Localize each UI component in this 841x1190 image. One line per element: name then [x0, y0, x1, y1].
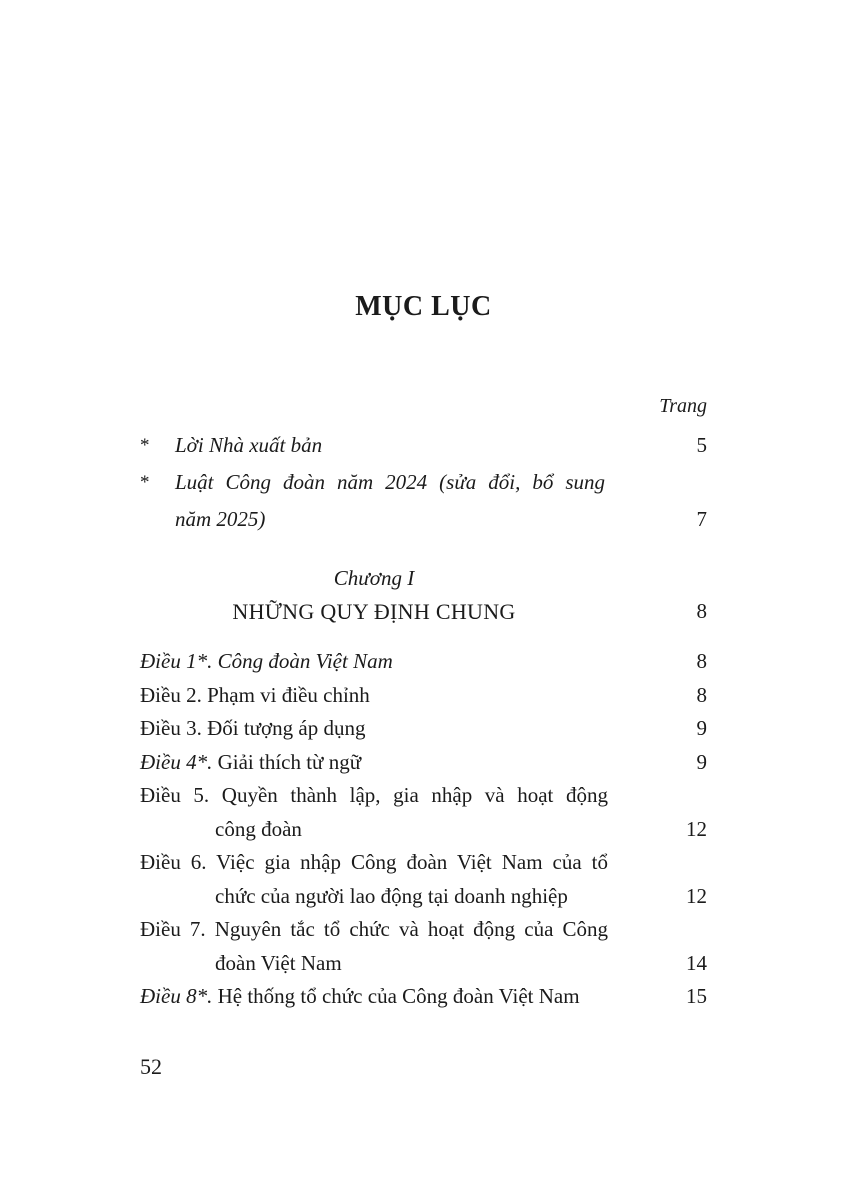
asterisk-bullet: *: [140, 472, 150, 493]
toc-entry-page-number: 8: [696, 682, 707, 707]
article-title: Hệ thống tổ chức của Công đoàn Việt Nam: [212, 984, 580, 1008]
table-of-contents: [140, 427, 707, 1014]
asterisk-bullet: *: [140, 435, 150, 456]
toc-entry-article-1: [140, 645, 707, 679]
article-title: Điều 3. Đối tượng áp dụng: [140, 716, 366, 740]
toc-entry-line: Lời Nhà xuất bản: [175, 433, 323, 457]
toc-entry-line: Điều 6. Việc gia nhập Công đoàn Việt Nam của tổ: [140, 850, 608, 874]
folio-page-number: 52: [140, 1054, 162, 1079]
toc-entry-article-2: [140, 679, 707, 713]
toc-entry-line: Luật Công đoàn năm 2024 (sửa đổi, bổ sung: [175, 470, 605, 494]
article-list: [140, 645, 707, 1014]
toc-entry-line: [140, 712, 608, 746]
chapter-heading: NHỮNG QUY ĐỊNH CHUNG: [232, 599, 516, 624]
chapter-heading-row: [140, 595, 707, 628]
toc-entry-text: [175, 427, 605, 464]
toc-entry-line: [140, 679, 608, 713]
toc-entry-line: [140, 645, 608, 679]
toc-entry-line: chức của người lao động tại doanh nghiệp: [215, 883, 568, 908]
toc-entry-article-3: [140, 712, 707, 746]
toc-entry-line: công đoàn: [215, 816, 302, 841]
toc-entry-text: [140, 980, 608, 1014]
article-title: Điều 2. Phạm vi điều chỉnh: [140, 682, 370, 707]
toc-entry-line: Điều 5. Quyền thành lập, gia nhập và hoạt động: [140, 783, 608, 807]
toc-entry-text: [140, 679, 608, 713]
toc-entry-law-title: [140, 464, 707, 538]
toc-entry-article-6: [140, 846, 707, 913]
toc-entry-page-number: 8: [696, 649, 707, 673]
article-title: Giải thích từ ngữ: [212, 749, 362, 774]
toc-entry-text: [140, 645, 608, 679]
toc-entry-text: [175, 464, 605, 538]
toc-entry-page-number: 8: [696, 599, 707, 623]
toc-entry-text: [140, 712, 608, 746]
toc-entry-page-number: 12: [686, 816, 707, 841]
toc-entry-article-8: [140, 980, 707, 1014]
toc-entry-article-4: [140, 746, 707, 780]
toc-entry-page-number: 12: [686, 883, 707, 908]
toc-entry-page-number: 7: [696, 507, 707, 531]
page-title: MỤC LỤC: [355, 291, 492, 322]
toc-entry-line: [140, 746, 608, 780]
toc-entry-page-number: 14: [686, 950, 707, 975]
chapter-label: Chương I: [333, 566, 415, 590]
toc-entry-page-number: 9: [696, 749, 707, 774]
toc-entry-line: Điều 7. Nguyên tắc tổ chức và hoạt động của Công: [140, 917, 608, 941]
toc-entry-publisher-note: [140, 427, 707, 464]
toc-entry-page-number: 9: [696, 716, 707, 740]
toc-entry-text: [140, 846, 608, 913]
toc-entry-page-number: 5: [696, 433, 707, 457]
toc-entry-article-5: [140, 779, 707, 846]
toc-entry-line: đoàn Việt Nam: [215, 950, 342, 975]
article-prefix: Điều 1*. Công đoàn Việt Nam: [140, 649, 393, 673]
toc-entry-line: [140, 980, 608, 1014]
article-prefix: Điều 8*.: [140, 984, 213, 1008]
toc-entry-text: [140, 746, 608, 780]
toc-entry-text: [140, 779, 608, 846]
page-column-header: Trang: [659, 395, 707, 417]
toc-entry-text: [140, 913, 608, 980]
toc-entry-page-number: 15: [686, 984, 707, 1008]
toc-entry-article-7: [140, 913, 707, 980]
toc-entry-line: năm 2025): [175, 507, 266, 531]
article-prefix: Điều 4*.: [140, 749, 213, 774]
